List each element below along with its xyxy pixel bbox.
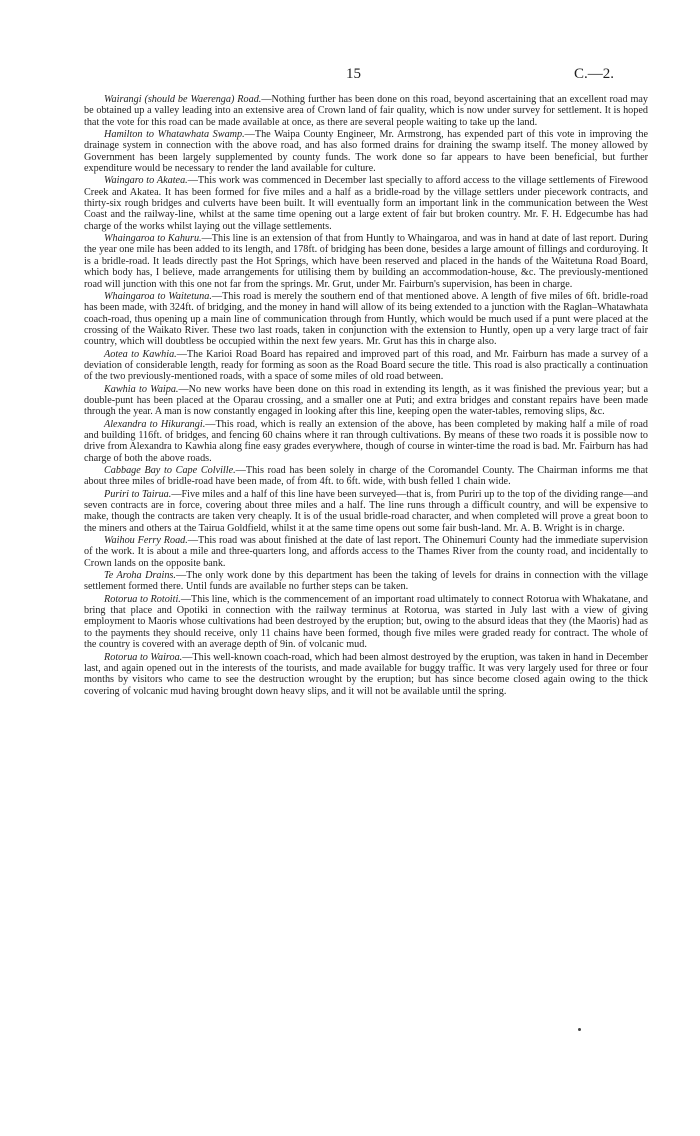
paragraph-text: —This road was about finished at the date of last report. The Ohinemuri County had the immediate supervision of the work. It is about a mile and three-quarters long, and affords access to the Thames River from the county road, and incidentally to Crown lands on the opposite bank. xyxy=(84,535,648,569)
paragraph-aotea-kawhia xyxy=(84,349,648,383)
paragraph-text: —This road has been solely in charge of the Coromandel County. The Chairman informs me that about three miles of bridle-road have been made, of from 4ft. to 6ft. wide, with bush felled 1 chain wide. xyxy=(84,465,648,488)
paragraph-text: —Nothing further has been done on this road, beyond ascertaining that an excellent road may be obtained up a valley leading into an extensive area of Crown land of fair quality, which is now under survey for settlement. It is hoped that the vote for this road can be made available at once, as there are several people waiting to take up the land. xyxy=(84,94,648,128)
paragraph-rotorua-rotoiti xyxy=(84,594,648,651)
section-title: Cabbage Bay to Cape Colville. xyxy=(104,465,236,476)
paragraph-text: —No new works have been done on this road in extending its length, as it was finished the previous year; but a double-punt has been placed at the Oparau crossing, and a smaller one at Puti; and extra bridges and constant repairs have been made through the year. A man is now constantly engaged in looking after this line, keeping open the water-tables, removing slips, &c. xyxy=(84,383,648,418)
paragraph-whaingaroa-kahuru xyxy=(84,233,648,290)
section-title: Waingaro to Akatea. xyxy=(104,175,188,187)
document-code: C.—2. xyxy=(574,66,615,82)
section-title: Wairangi (should be Waerenga) Road. xyxy=(104,94,262,105)
section-title: Alexandra to Hikurangi. xyxy=(104,418,206,430)
paragraph-text: —The Karioi Road Board has repaired and improved part of this road, and Mr. Fairburn has made a survey of a deviation of considerable length, ready for forming as soon as the Road Board secure the title. This road is also practically a continuation of the two previously-mentioned roads, with a space of some miles of old road between. xyxy=(84,348,649,383)
paragraph-text: —Five miles and a half of this line have been surveyed—that is, from Puriri up to the top of the dividing range—and seven contracts are in force, covering about three miles and a half. The line runs through a difficult country, and will be expensive to make, though the contracts are taken very cheaply. It is of the usual bridle-road character, and when completed will prove a great boon to the miners and others at the Tairua Goldfield, whilst it at the same time opens out some fair bush-land. Mr. A. B. Wright is in charge. xyxy=(84,488,648,534)
section-title: Waihou Ferry Road. xyxy=(104,535,188,547)
paragraph-text: —This road is merely the southern end of that mentioned above. A length of five miles of 6ft. bridle-road has been made, with 324ft. of bridging, and the money in hand will allow of its being extended to a junction with the Raglan–Whatawhata coach-road, thus opening up a main line of communication through from Huntly, which would be much used if a punt were placed at the crossing of the Waikato River. These two last roads, taken in conjunction with the extension to Huntly, open up a very large tract of fair country, which will doubtless be occupied within the next few years. Mr. Grut has this in charge also. xyxy=(84,290,649,348)
section-title: Te Aroha Drains. xyxy=(104,570,176,582)
paragraph-text: —The Waipa County Engineer, Mr. Armstrong, has expended part of this vote in improving the drainage system in connection with the above road, and has also formed drains for draining the swamp itself. The money allowed by Government has been largely supplemented by county funds. The work done so far appears to have been beneficial, but further expenditure would be necessary to render the land available for culture. xyxy=(84,129,648,175)
page-number: 15 xyxy=(346,66,361,82)
section-title: Whaingaroa to Waitetuna. xyxy=(104,290,212,302)
paragraph-text: —This line, which is the commencement of an important road ultimately to connect Rotorua with Whakatane, and bring that place and Opotiki in connection with the railway terminus at Rotorua, was started in July last with a view of giving employment to Maoris whose cultivations had been destroyed by the eruption; but, owing to the absurd ideas that they (the Maoris) had as to the payments they should receive, only 11 chains have been formed, though five miles were graded ready for contract. The whole of the country is covered with an average depth of 9in. of volcanic mud. xyxy=(84,593,648,651)
paragraph-te-aroha-drains xyxy=(84,570,648,593)
paragraph-text: —This work was commenced in December last specially to afford access to the village settlements of Firewood Creek and Akatea. It has been formed for five miles and a half as a bridle-road by the village settlers under piecework contracts, and thirty-six rough bridges and culverts have been built. It will eventually form an important link in the communication between the West Coast and the railway-line, whilst at the same time opening out a large extent of fair but broken country. Mr. F. H. Edgecumbe has had charge of the works whilst laying out the village settlements. xyxy=(84,175,648,232)
report-body xyxy=(84,94,648,698)
page-header xyxy=(0,66,700,86)
paragraph-text: —The only work done by this department has been the taking of levels for drains in connection with the village settlement formed there. Until funds are available no further steps can be taken. xyxy=(84,570,648,593)
paragraph-waerenga-road xyxy=(84,94,648,128)
section-title: Rotorua to Rotoiti. xyxy=(104,593,181,605)
paragraph-cabbage-bay-cape-colville xyxy=(84,465,648,488)
paragraph-text: —This line is an extension of that from Huntly to Whaingaroa, and was in hand at date of last report. During the year one mile has been added to its length, and 178ft. of bridging has been done, besides a large amount of fillings and corduroying. It is a bridle-road. It leads directly past the Hot Springs, which have been reserved and placed in the hands of the Waitetuna Road Board, which body has, I believe, made arrangements for utilising them by building an accommodation-house, &c. The previously-mentioned road will junction with this one not far from the springs. Mr. Grut, under Mr. Fairburn's supervision, has been in charge. xyxy=(84,233,648,290)
paragraph-waihou-ferry-road xyxy=(84,535,648,569)
paragraph-waingaro-akatea xyxy=(84,175,648,232)
paragraph-alexandra-hikurangi xyxy=(84,419,648,464)
section-title: Puriri to Tairua. xyxy=(104,488,172,500)
paragraph-kawhia-waipa xyxy=(84,384,648,418)
section-title: Kawhia to Waipa. xyxy=(104,383,179,395)
paragraph-rotorua-wairoa xyxy=(84,652,648,697)
paragraph-text: —This well-known coach-road, which had been almost destroyed by the eruption, was taken in hand in December last, and again opened out in the interests of the tourists, and made available for buggy traffic. It was very largely used for three or four months by visitors who came to see the destruction wrought by the eruption; but has since become closed again owing to the thick covering of volcanic mud having brought down heavy slips, and it will not be available until the spring. xyxy=(84,651,649,697)
ink-dot-mark xyxy=(578,1028,581,1031)
paragraph-text: —This road, which is really an extension of the above, has been completed by making half a mile of road and building 116ft. of bridges, and fencing 60 chains where it ran through cultivations. By means of these two roads it is possible now to drive from Alexandra to Kawhia along fine easy grades everywhere, though of course in winter-time the road is bad. Mr. Fairburn has had charge of both the above roads. xyxy=(84,418,648,464)
section-title: Hamilton to Whatawhata Swamp. xyxy=(104,129,245,141)
section-title: Whaingaroa to Kahuru. xyxy=(104,233,202,245)
paragraph-hamilton-whatawhata xyxy=(84,129,648,174)
paragraph-puriri-tairua xyxy=(84,489,648,534)
section-title: Aotea to Kawhia. xyxy=(104,348,177,360)
paragraph-whaingaroa-waitetuna xyxy=(84,291,648,348)
section-title: Rotorua to Wairoa. xyxy=(104,651,183,663)
